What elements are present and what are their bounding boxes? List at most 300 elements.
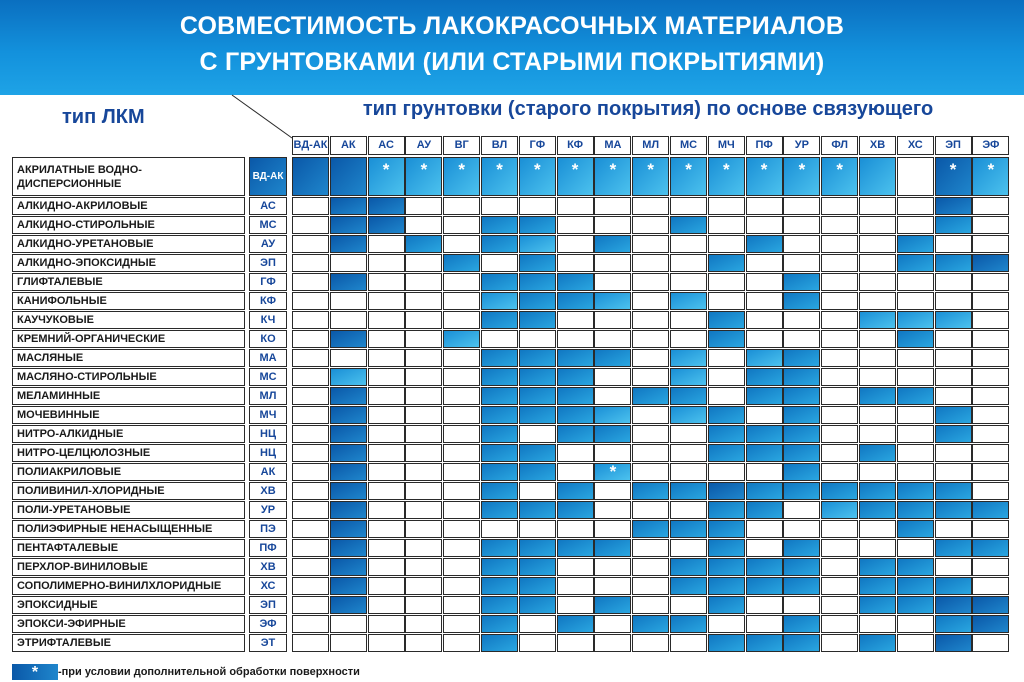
compat-cell [330, 520, 367, 538]
compat-cell [708, 615, 745, 633]
compat-cell [519, 463, 556, 481]
compat-cell [557, 596, 594, 614]
compat-cell [292, 235, 329, 253]
compat-cell [935, 634, 972, 652]
compat-cell [935, 197, 972, 215]
compat-cell [897, 520, 934, 538]
compat-cell [859, 311, 896, 329]
row-material-name: НИТРО-ЦЕЛЦЮЛОЗНЫЕ [12, 444, 245, 462]
row-material-name: МОЧЕВИННЫЕ [12, 406, 245, 424]
compat-cell [557, 501, 594, 519]
compat-cell [330, 539, 367, 557]
compat-cell [557, 292, 594, 310]
compat-cell [708, 577, 745, 595]
compat-cell [859, 157, 896, 196]
compat-cell [972, 615, 1009, 633]
compat-cell [292, 292, 329, 310]
compat-cell [670, 254, 707, 272]
compat-cell [519, 330, 556, 348]
compat-cell [443, 539, 480, 557]
compat-cell [708, 330, 745, 348]
compat-cell [481, 235, 518, 253]
compat-cell [859, 558, 896, 576]
compat-cell [519, 216, 556, 234]
compat-cell [821, 482, 858, 500]
compat-cell [783, 558, 820, 576]
compat-cell [292, 577, 329, 595]
row-material-name: КАНИФОЛЬНЫЕ [12, 292, 245, 310]
compat-cell [632, 463, 669, 481]
compat-cell [405, 387, 442, 405]
row-material-name: КРЕМНИЙ-ОРГАНИЧЕСКИЕ [12, 330, 245, 348]
title-line-1: СОВМЕСТИМОСТЬ ЛАКОКРАСОЧНЫХ МАТЕРИАЛОВ [179, 12, 845, 40]
compat-cell [632, 197, 669, 215]
compat-cell [708, 216, 745, 234]
compat-cell [670, 463, 707, 481]
column-header: МЧ [708, 136, 745, 155]
compat-cell [632, 634, 669, 652]
compat-cell: * [519, 157, 556, 196]
compat-cell [368, 577, 405, 595]
compat-cell [292, 558, 329, 576]
column-header: ФЛ [821, 136, 858, 155]
row-material-code: МА [249, 349, 287, 367]
row-material-name: ГЛИФТАЛЕВЫЕ [12, 273, 245, 291]
compat-cell [972, 634, 1009, 652]
compat-cell [859, 349, 896, 367]
compat-cell [670, 197, 707, 215]
compat-cell [481, 254, 518, 272]
compat-cell [859, 368, 896, 386]
compat-cell [330, 463, 367, 481]
compat-cell [859, 216, 896, 234]
compat-cell [859, 197, 896, 215]
compat-cell: * [670, 157, 707, 196]
column-header: КФ [557, 136, 594, 155]
compat-cell [972, 273, 1009, 291]
compat-cell [481, 634, 518, 652]
compat-cell [292, 596, 329, 614]
row-material-name: ПОЛИ-УРЕТАНОВЫЕ [12, 501, 245, 519]
compat-cell [405, 330, 442, 348]
compat-cell [292, 273, 329, 291]
compat-cell [405, 634, 442, 652]
compat-cell [405, 463, 442, 481]
compat-cell [292, 387, 329, 405]
compat-cell [632, 577, 669, 595]
compat-cell [746, 292, 783, 310]
compat-cell [405, 596, 442, 614]
row-material-name: ЭПОКСИДНЫЕ [12, 596, 245, 614]
compat-cell [632, 615, 669, 633]
compat-cell [519, 482, 556, 500]
compat-cell [519, 596, 556, 614]
compat-cell [972, 596, 1009, 614]
row-material-code: ПЭ [249, 520, 287, 538]
column-header: ВГ [443, 136, 480, 155]
compat-cell [368, 444, 405, 462]
compat-cell [594, 634, 631, 652]
compat-cell [519, 406, 556, 424]
compat-cell [746, 406, 783, 424]
compat-cell [783, 197, 820, 215]
row-material-name: ПЕРХЛОР-ВИНИЛОВЫЕ [12, 558, 245, 576]
compat-cell [632, 387, 669, 405]
compat-cell [746, 463, 783, 481]
compat-cell [821, 634, 858, 652]
compat-cell [632, 330, 669, 348]
compat-cell [519, 387, 556, 405]
compat-cell [746, 444, 783, 462]
compat-cell: * [481, 157, 518, 196]
compat-cell [746, 577, 783, 595]
compat-cell [746, 311, 783, 329]
column-header: ГФ [519, 136, 556, 155]
row-material-name: КАУЧУКОВЫЕ [12, 311, 245, 329]
compat-cell [330, 406, 367, 424]
compat-cell [897, 482, 934, 500]
compat-cell [859, 273, 896, 291]
compat-cell [632, 273, 669, 291]
compat-cell [557, 406, 594, 424]
row-material-code: ХВ [249, 482, 287, 500]
compat-cell [292, 197, 329, 215]
compat-cell [897, 235, 934, 253]
header-banner [0, 0, 1024, 95]
compat-cell [330, 292, 367, 310]
row-material-code: КЧ [249, 311, 287, 329]
row-material-code: ПФ [249, 539, 287, 557]
compat-cell [594, 520, 631, 538]
row-material-code: УР [249, 501, 287, 519]
compat-cell [783, 368, 820, 386]
paint-type-heading: тип ЛКМ [62, 106, 145, 128]
compat-cell [481, 520, 518, 538]
compat-cell [783, 254, 820, 272]
compat-cell [368, 330, 405, 348]
compat-cell [972, 501, 1009, 519]
row-material-code: ВД-АК [249, 157, 287, 196]
compat-cell: * [594, 157, 631, 196]
compat-cell [405, 501, 442, 519]
compat-cell [632, 292, 669, 310]
compat-cell [481, 330, 518, 348]
row-material-code: ЭФ [249, 615, 287, 633]
compat-cell [330, 634, 367, 652]
compat-cell [557, 368, 594, 386]
compat-cell [783, 539, 820, 557]
row-material-code: ЭТ [249, 634, 287, 652]
compat-cell [557, 634, 594, 652]
compat-cell [859, 501, 896, 519]
compat-cell [368, 558, 405, 576]
compat-cell [632, 520, 669, 538]
compat-cell [897, 330, 934, 348]
compat-cell [935, 368, 972, 386]
compat-cell [594, 596, 631, 614]
row-material-name: ПЕНТАФТАЛЕВЫЕ [12, 539, 245, 557]
compat-cell [897, 406, 934, 424]
compat-cell [859, 444, 896, 462]
compat-cell [368, 311, 405, 329]
compat-cell [746, 254, 783, 272]
compat-cell [443, 368, 480, 386]
compat-cell [783, 387, 820, 405]
compat-cell [557, 387, 594, 405]
compat-cell [935, 216, 972, 234]
compat-cell [935, 254, 972, 272]
compat-cell [405, 539, 442, 557]
compat-cell [670, 235, 707, 253]
compat-cell [670, 330, 707, 348]
column-header: УР [783, 136, 820, 155]
compat-cell [859, 330, 896, 348]
row-material-code: ХВ [249, 558, 287, 576]
row-material-code: АС [249, 197, 287, 215]
compat-cell [972, 482, 1009, 500]
compat-cell [783, 520, 820, 538]
compat-cell [746, 558, 783, 576]
compat-cell [519, 615, 556, 633]
compat-cell [821, 197, 858, 215]
compat-cell [368, 520, 405, 538]
compat-cell [557, 558, 594, 576]
column-header: АУ [405, 136, 442, 155]
compat-cell [821, 273, 858, 291]
compat-cell [670, 501, 707, 519]
compat-cell: * [783, 157, 820, 196]
compat-cell [443, 330, 480, 348]
compat-cell [292, 615, 329, 633]
compat-cell [632, 254, 669, 272]
compat-cell [935, 330, 972, 348]
compat-cell [443, 292, 480, 310]
row-material-name: АЛКИДНО-СТИРОЛЬНЫЕ [12, 216, 245, 234]
row-material-name: МАСЛЯНО-СТИРОЛЬНЫЕ [12, 368, 245, 386]
compat-cell [972, 235, 1009, 253]
compat-cell [670, 482, 707, 500]
compat-cell [481, 273, 518, 291]
compat-cell [443, 406, 480, 424]
compat-cell [746, 539, 783, 557]
compat-cell [557, 615, 594, 633]
column-header: АС [368, 136, 405, 155]
legend-text: -при условии дополнительной обработки поверхности [58, 666, 360, 678]
compat-cell [557, 577, 594, 595]
compat-cell [708, 463, 745, 481]
compat-cell [972, 216, 1009, 234]
compat-cell [368, 482, 405, 500]
compat-cell [557, 273, 594, 291]
compat-cell [897, 368, 934, 386]
compat-cell [405, 482, 442, 500]
compat-cell [632, 501, 669, 519]
compat-cell [708, 292, 745, 310]
compat-cell [519, 539, 556, 557]
compat-cell: * [443, 157, 480, 196]
compat-cell [292, 368, 329, 386]
legend-swatch: * [12, 664, 58, 680]
compat-cell [935, 311, 972, 329]
compat-cell [368, 197, 405, 215]
row-material-code: КО [249, 330, 287, 348]
compat-cell [746, 520, 783, 538]
compat-cell [405, 444, 442, 462]
row-material-code: МЧ [249, 406, 287, 424]
compat-cell [859, 387, 896, 405]
compat-cell [557, 197, 594, 215]
compat-cell [708, 539, 745, 557]
compat-cell [405, 197, 442, 215]
compat-cell [330, 311, 367, 329]
compat-cell [821, 330, 858, 348]
compat-cell [292, 444, 329, 462]
compat-cell [670, 387, 707, 405]
compat-cell [708, 197, 745, 215]
compat-cell [405, 273, 442, 291]
title-line-2: С ГРУНТОВКАМИ (ИЛИ СТАРЫМИ ПОКРЫТИЯМИ) [199, 48, 825, 76]
compat-cell [519, 311, 556, 329]
compat-cell [330, 596, 367, 614]
compat-cell [519, 292, 556, 310]
compat-cell [821, 406, 858, 424]
compat-cell [783, 615, 820, 633]
column-header: ВД-АК [292, 136, 329, 155]
compat-cell [481, 539, 518, 557]
compat-cell [519, 501, 556, 519]
compat-cell [746, 596, 783, 614]
compat-cell [368, 368, 405, 386]
compat-cell [330, 273, 367, 291]
compat-cell: * [368, 157, 405, 196]
compat-cell [443, 615, 480, 633]
compat-cell [557, 444, 594, 462]
compat-cell [632, 311, 669, 329]
compat-cell [557, 539, 594, 557]
compat-cell [897, 501, 934, 519]
compat-cell [557, 311, 594, 329]
compat-cell [821, 254, 858, 272]
compat-cell [859, 406, 896, 424]
compat-cell [368, 216, 405, 234]
compat-cell [368, 292, 405, 310]
compat-cell [405, 292, 442, 310]
row-material-name: АКРИЛАТНЫЕ ВОДНО-ДИСПЕРСИОННЫЕ [12, 157, 245, 196]
compat-cell [972, 558, 1009, 576]
compat-cell [443, 596, 480, 614]
compat-cell [481, 558, 518, 576]
compat-cell [821, 444, 858, 462]
compat-cell [972, 349, 1009, 367]
compat-cell [746, 368, 783, 386]
compat-cell [670, 539, 707, 557]
row-material-code: АУ [249, 235, 287, 253]
compat-cell [481, 444, 518, 462]
compat-cell [594, 444, 631, 462]
compat-cell [746, 273, 783, 291]
compat-cell [708, 558, 745, 576]
compat-cell [405, 254, 442, 272]
compat-cell [972, 292, 1009, 310]
column-header: ВЛ [481, 136, 518, 155]
compat-cell [897, 349, 934, 367]
compat-cell [783, 463, 820, 481]
compat-cell [330, 330, 367, 348]
compat-cell [783, 406, 820, 424]
row-material-code: МС [249, 368, 287, 386]
compat-cell [670, 216, 707, 234]
compat-cell [330, 349, 367, 367]
row-material-name: СОПОЛИМЕРНО-ВИНИЛХЛОРИДНЫЕ [12, 577, 245, 595]
compat-cell [897, 463, 934, 481]
compat-cell [708, 444, 745, 462]
compat-cell [330, 425, 367, 443]
compat-cell [897, 387, 934, 405]
compat-cell [859, 615, 896, 633]
compat-cell [481, 349, 518, 367]
compat-cell [594, 273, 631, 291]
compat-cell [519, 235, 556, 253]
compat-cell [935, 501, 972, 519]
compat-cell [405, 349, 442, 367]
compat-cell [935, 292, 972, 310]
compat-cell [821, 349, 858, 367]
compat-cell [368, 463, 405, 481]
compat-cell [405, 235, 442, 253]
compat-cell [859, 596, 896, 614]
compat-cell [935, 387, 972, 405]
compat-cell [708, 482, 745, 500]
compat-cell [594, 311, 631, 329]
compat-cell [746, 216, 783, 234]
compat-cell [481, 368, 518, 386]
compat-cell [897, 216, 934, 234]
compat-cell [443, 482, 480, 500]
compat-cell [368, 387, 405, 405]
compat-cell [935, 577, 972, 595]
compat-cell [443, 273, 480, 291]
compat-cell [594, 349, 631, 367]
compat-cell [330, 157, 367, 196]
compat-cell [859, 292, 896, 310]
compat-cell [746, 425, 783, 443]
compat-cell [632, 425, 669, 443]
compat-cell [292, 311, 329, 329]
compat-cell [330, 615, 367, 633]
compat-cell [292, 254, 329, 272]
compat-cell [821, 501, 858, 519]
compat-cell [292, 406, 329, 424]
compat-cell: * [746, 157, 783, 196]
row-material-code: ХС [249, 577, 287, 595]
compat-cell [292, 425, 329, 443]
compat-cell [821, 463, 858, 481]
compat-cell [594, 292, 631, 310]
compat-cell [368, 615, 405, 633]
compat-cell [594, 368, 631, 386]
compat-cell: * [821, 157, 858, 196]
row-material-name: ЭПОКСИ-ЭФИРНЫЕ [12, 615, 245, 633]
compat-cell [708, 349, 745, 367]
compat-cell [708, 501, 745, 519]
compat-cell [594, 425, 631, 443]
compat-cell [405, 406, 442, 424]
compat-cell [708, 634, 745, 652]
compat-cell [330, 387, 367, 405]
compat-cell [935, 406, 972, 424]
column-header: ПФ [746, 136, 783, 155]
compat-cell [972, 406, 1009, 424]
